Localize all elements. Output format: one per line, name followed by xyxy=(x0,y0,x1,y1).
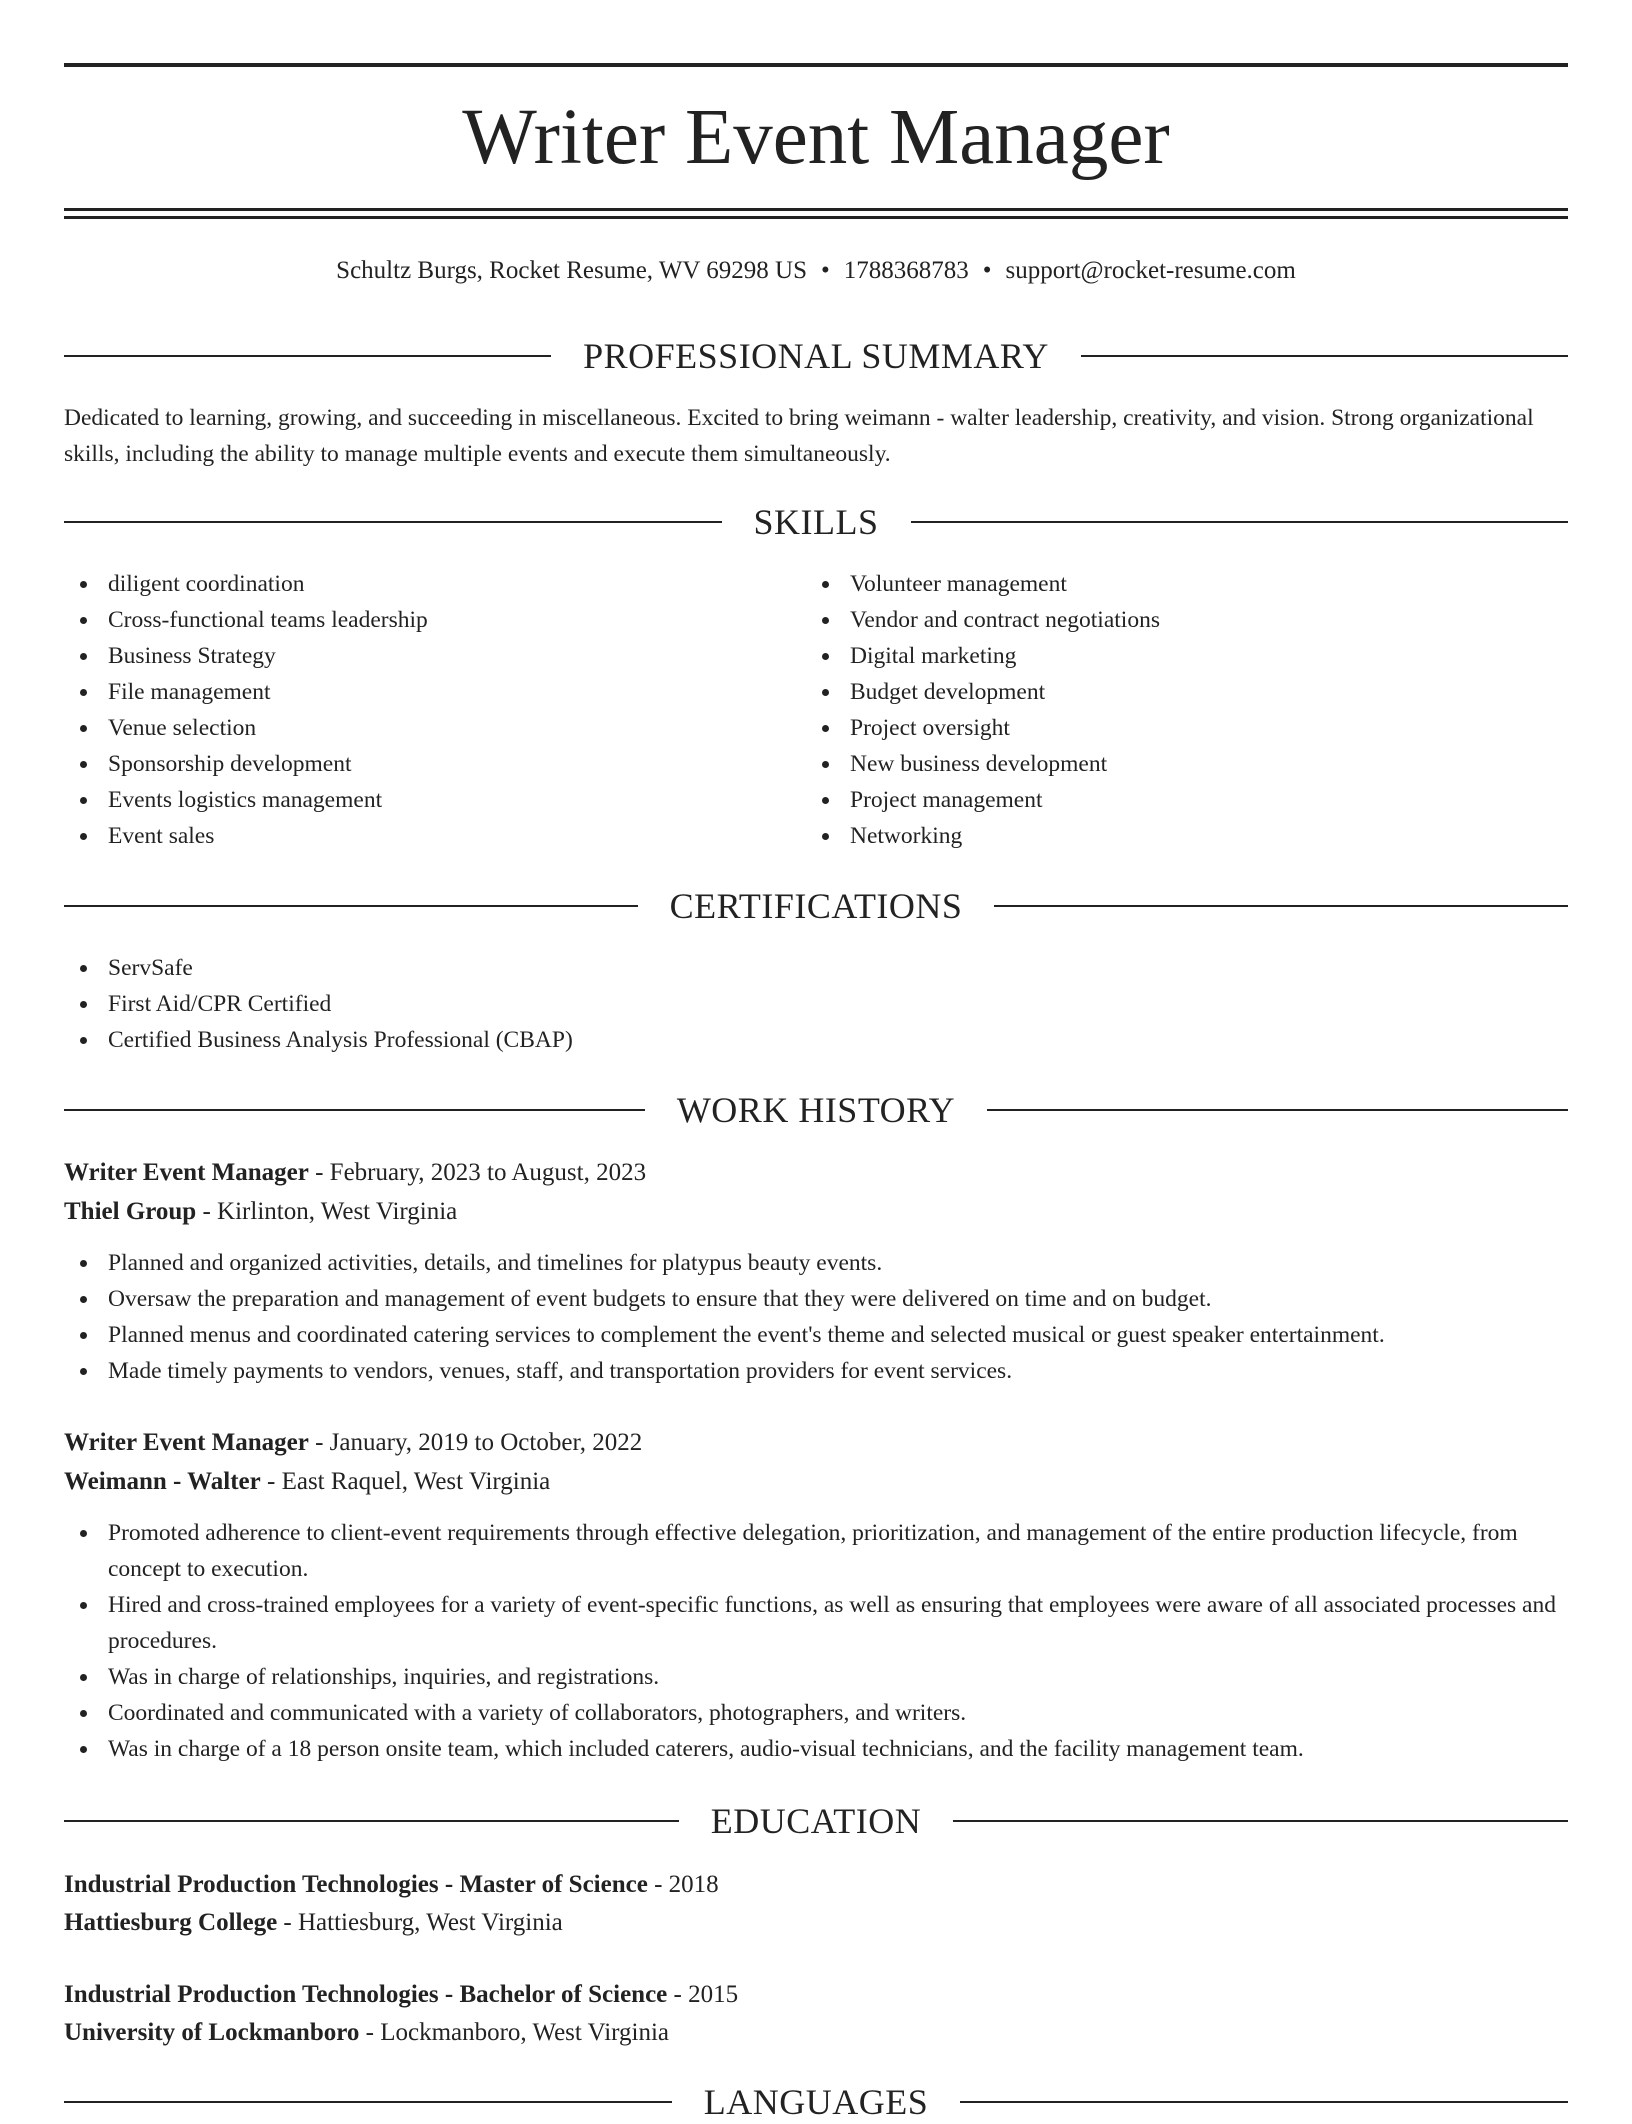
skill-item: Event sales xyxy=(64,818,764,854)
skill-item: Volunteer management xyxy=(806,566,1506,602)
contact-phone: 1788368783 xyxy=(843,257,969,284)
skill-item: Budget development xyxy=(806,674,1506,710)
section-title-summary: PROFESSIONAL SUMMARY xyxy=(583,336,1049,376)
contact-separator: • xyxy=(821,257,830,284)
job-company: Thiel Group xyxy=(64,1198,197,1225)
heading-rule-right xyxy=(953,1820,1568,1822)
section-title-work: WORK HISTORY xyxy=(676,1090,956,1130)
section-heading-education xyxy=(64,1799,1568,1843)
education-degree-line xyxy=(64,1866,1568,1904)
section-title-languages: LANGUAGES xyxy=(703,2082,929,2122)
skills-list-right xyxy=(806,566,1506,854)
skill-item: Project management xyxy=(806,782,1506,818)
heading-rule-left xyxy=(64,2101,672,2103)
education-school: Hattiesburg College xyxy=(64,1909,278,1936)
job-title-line xyxy=(64,1423,1568,1462)
skill-item: diligent coordination xyxy=(64,566,764,602)
section-heading-work xyxy=(64,1088,1568,1132)
title-rule-upper xyxy=(64,208,1568,211)
contact-address: Schultz Burgs, Rocket Resume, WV 69298 US xyxy=(336,257,807,284)
job-dates: - January, 2019 to October, 2022 xyxy=(308,1429,643,1456)
job-entry xyxy=(64,1153,1568,1389)
page-title: Writer Event Manager xyxy=(462,94,1170,181)
skill-item: Digital marketing xyxy=(806,638,1506,674)
certification-item: ServSafe xyxy=(64,950,1568,986)
section-title-skills: SKILLS xyxy=(753,502,879,542)
heading-rule-right xyxy=(911,521,1569,523)
job-bullet: Planned menus and coordinated catering services to complement the event's theme and selected musical or guest speaker entertainment. xyxy=(64,1317,1568,1353)
job-company-line xyxy=(64,1462,1568,1501)
job-bullets xyxy=(64,1245,1568,1389)
skill-item: Business Strategy xyxy=(64,638,764,674)
heading-rule-left xyxy=(64,355,551,357)
job-entry xyxy=(64,1423,1568,1767)
job-role: Writer Event Manager xyxy=(64,1429,309,1456)
section-heading-summary xyxy=(64,334,1568,378)
skill-item: File management xyxy=(64,674,764,710)
skills-list-left xyxy=(64,566,764,854)
certification-item: First Aid/CPR Certified xyxy=(64,986,1568,1022)
top-rule xyxy=(64,63,1568,67)
job-role: Writer Event Manager xyxy=(64,1159,309,1186)
heading-rule-right xyxy=(987,1109,1568,1111)
skill-item: Sponsorship development xyxy=(64,746,764,782)
job-bullet: Promoted adherence to client-event requirements through effective delegation, prioritization, and management of the entire production lifecycle, from concept to execution. xyxy=(64,1515,1568,1587)
education-school-line xyxy=(64,1904,1568,1942)
contact-line xyxy=(64,255,1568,287)
job-bullet: Oversaw the preparation and management of event budgets to ensure that they were delivered on time and on budget. xyxy=(64,1281,1568,1317)
title-rule-lower xyxy=(64,216,1568,219)
section-title-education: EDUCATION xyxy=(710,1801,922,1841)
skill-item: Project oversight xyxy=(806,710,1506,746)
section-heading-skills xyxy=(64,500,1568,544)
education-entry xyxy=(64,1976,1568,2052)
section-title-certifications: CERTIFICATIONS xyxy=(669,886,963,926)
education-location: - Lockmanboro, West Virginia xyxy=(359,2019,670,2046)
education-degree: Industrial Production Technologies - Bachelor of Science xyxy=(64,1981,668,2008)
education-year: - 2018 xyxy=(647,1871,719,1898)
heading-rule-right xyxy=(994,905,1568,907)
heading-rule-right xyxy=(1081,355,1568,357)
job-bullet: Made timely payments to vendors, venues, staff, and transportation providers for event services. xyxy=(64,1353,1568,1389)
skill-item: Vendor and contract negotiations xyxy=(806,602,1506,638)
job-bullet: Was in charge of relationships, inquiries, and registrations. xyxy=(64,1659,1568,1695)
heading-rule-left xyxy=(64,521,722,523)
heading-rule-right xyxy=(960,2101,1568,2103)
skill-item: Networking xyxy=(806,818,1506,854)
skill-item: Venue selection xyxy=(64,710,764,746)
skill-item: Events logistics management xyxy=(64,782,764,818)
job-bullets xyxy=(64,1515,1568,1767)
job-bullet: Planned and organized activities, details, and timelines for platypus beauty events. xyxy=(64,1245,1568,1281)
education-entry xyxy=(64,1866,1568,1942)
section-heading-certifications xyxy=(64,884,1568,928)
heading-rule-left xyxy=(64,1820,679,1822)
job-company-line xyxy=(64,1192,1568,1231)
certifications-list xyxy=(64,950,1568,1058)
education-degree-line xyxy=(64,1976,1568,2014)
skill-item: New business development xyxy=(806,746,1506,782)
education-location: - Hattiesburg, West Virginia xyxy=(277,1909,563,1936)
job-dates: - February, 2023 to August, 2023 xyxy=(308,1159,647,1186)
job-company: Weimann - Walter xyxy=(64,1468,261,1495)
education-degree: Industrial Production Technologies - Master of Science xyxy=(64,1871,648,1898)
contact-separator: • xyxy=(982,257,992,284)
job-location: - East Raquel, West Virginia xyxy=(260,1468,551,1495)
job-location: - Kirlinton, West Virginia xyxy=(196,1198,458,1225)
heading-rule-left xyxy=(64,905,638,907)
skill-item: Cross-functional teams leadership xyxy=(64,602,764,638)
education-year: - 2015 xyxy=(667,1981,739,2008)
contact-email[interactable]: support@rocket-resume.com xyxy=(1005,257,1296,284)
education-school: University of Lockmanboro xyxy=(64,2019,360,2046)
job-bullet: Was in charge of a 18 person onsite team, which included caterers, audio-visual technicians, and the facility management team. xyxy=(64,1731,1568,1767)
certification-item: Certified Business Analysis Professional (CBAP) xyxy=(64,1022,1568,1058)
job-bullet: Coordinated and communicated with a variety of collaborators, photographers, and writers. xyxy=(64,1695,1568,1731)
job-bullet: Hired and cross-trained employees for a variety of event-specific functions, as well as ensuring that employees were aware of all associated processes and procedures. xyxy=(64,1587,1568,1659)
job-title-line xyxy=(64,1153,1568,1192)
summary-text: Dedicated to learning, growing, and succeeding in miscellaneous. Excited to bring weimann - walter leadership, creativity, and vision. Strong organizational skills, including the ability to manage multiple events and execute them simultaneously. xyxy=(64,405,1534,467)
section-heading-languages xyxy=(64,2080,1568,2124)
education-school-line xyxy=(64,2014,1568,2052)
heading-rule-left xyxy=(64,1109,645,1111)
